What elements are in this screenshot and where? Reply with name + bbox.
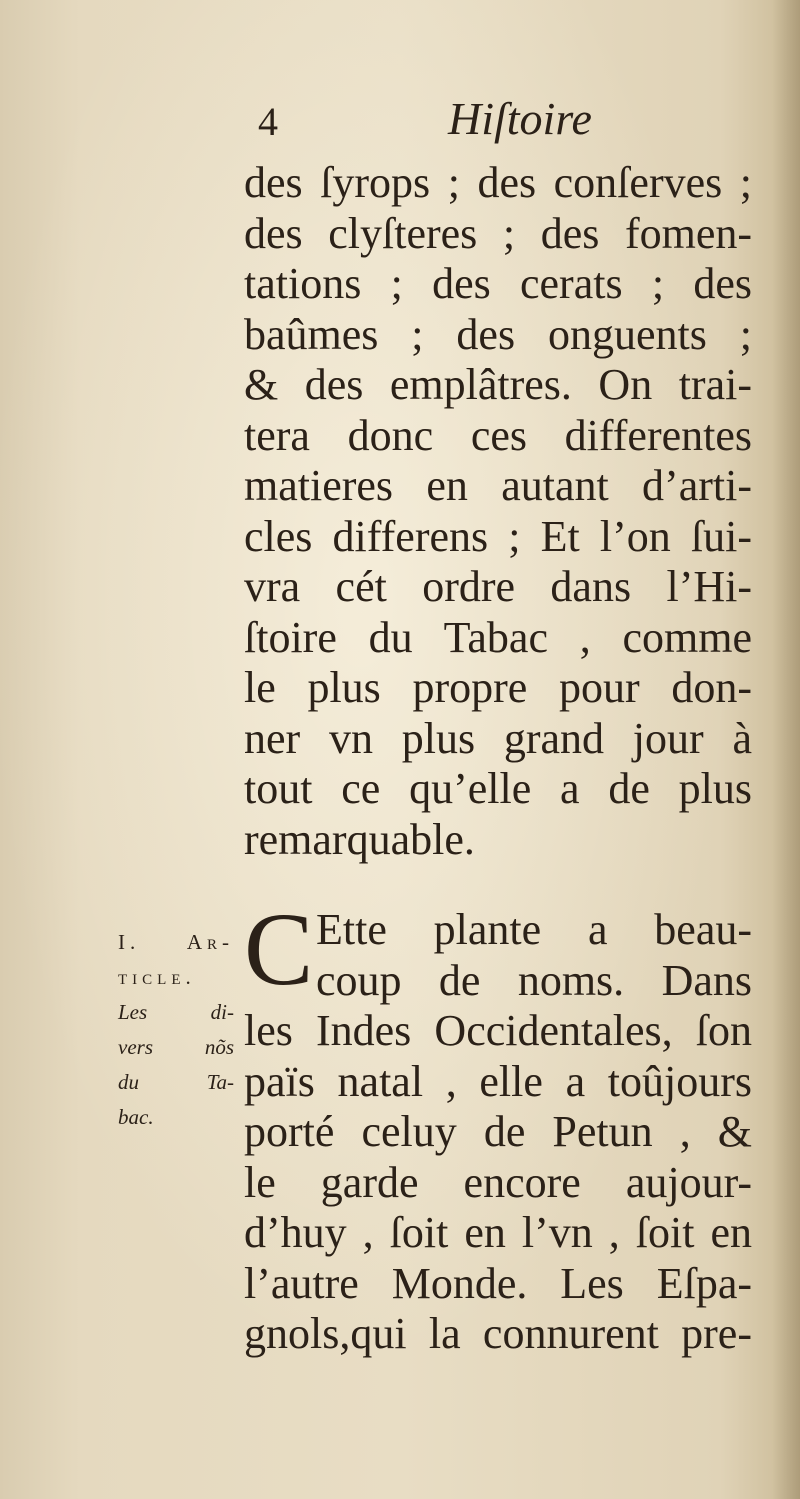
text-line: tout ce qu’elle a de plus	[244, 764, 752, 813]
running-head	[0, 92, 800, 152]
text-line: le plus propre pour don-	[244, 663, 752, 712]
text-line: matieres en autant d’arti-	[244, 461, 752, 510]
text-line: baûmes ; des onguents ;	[244, 309, 752, 359]
text-line: ner vn plus grand jour à	[244, 713, 752, 763]
text-line: porté celuy de Petun , &	[244, 1107, 752, 1156]
text-line: remarquable.	[244, 814, 475, 864]
text-line: l’autre Monde. Les Eſpa-	[244, 1258, 752, 1308]
text-line: des clyſteres ; des fomen-	[244, 208, 752, 258]
margin-note-line: bac.	[118, 1105, 154, 1129]
text-line: d’huy , ſoit en l’vn , ſoit en	[244, 1208, 752, 1257]
text-line: gnols,qui la connurent pre-	[244, 1309, 752, 1358]
paragraph-2	[244, 905, 752, 1360]
text-line: le garde encore aujour-	[244, 1157, 752, 1207]
text-line: coup de noms. Dans	[316, 955, 752, 1005]
text-line: ſtoire du Tabac , comme	[244, 612, 752, 662]
text-line: les Indes Occidentales, ſon	[244, 1006, 752, 1055]
text-line: Ette plante a beau-	[316, 905, 752, 954]
text-line: cles differens ; Et l’on ſui-	[244, 511, 752, 561]
margin-note-line: vers nõs	[118, 1035, 234, 1059]
text-line: des ſyrops ; des conſerves ;	[244, 158, 752, 207]
text-line: vra cét ordre dans l’Hi-	[244, 562, 752, 611]
margin-note-line: Les di-	[118, 1000, 234, 1024]
page-number: 4	[258, 99, 278, 144]
running-title: Hiſtoire	[448, 93, 592, 144]
drop-cap: C	[244, 892, 314, 1007]
paragraph-1	[244, 158, 752, 865]
text-line: & des emplâtres. On trai-	[244, 360, 752, 409]
text-line: païs natal , elle a toûjours	[244, 1056, 752, 1106]
margin-note-line: ticle.	[118, 965, 196, 989]
margin-note	[118, 925, 234, 1135]
text-line: tations ; des cerats ; des	[244, 259, 752, 308]
page-edge-shadow	[772, 0, 800, 1499]
text-line: tera donc ces differentes	[244, 410, 752, 460]
margin-note-line: du Ta-	[118, 1070, 234, 1094]
margin-note-line: I. Ar-	[118, 930, 234, 954]
